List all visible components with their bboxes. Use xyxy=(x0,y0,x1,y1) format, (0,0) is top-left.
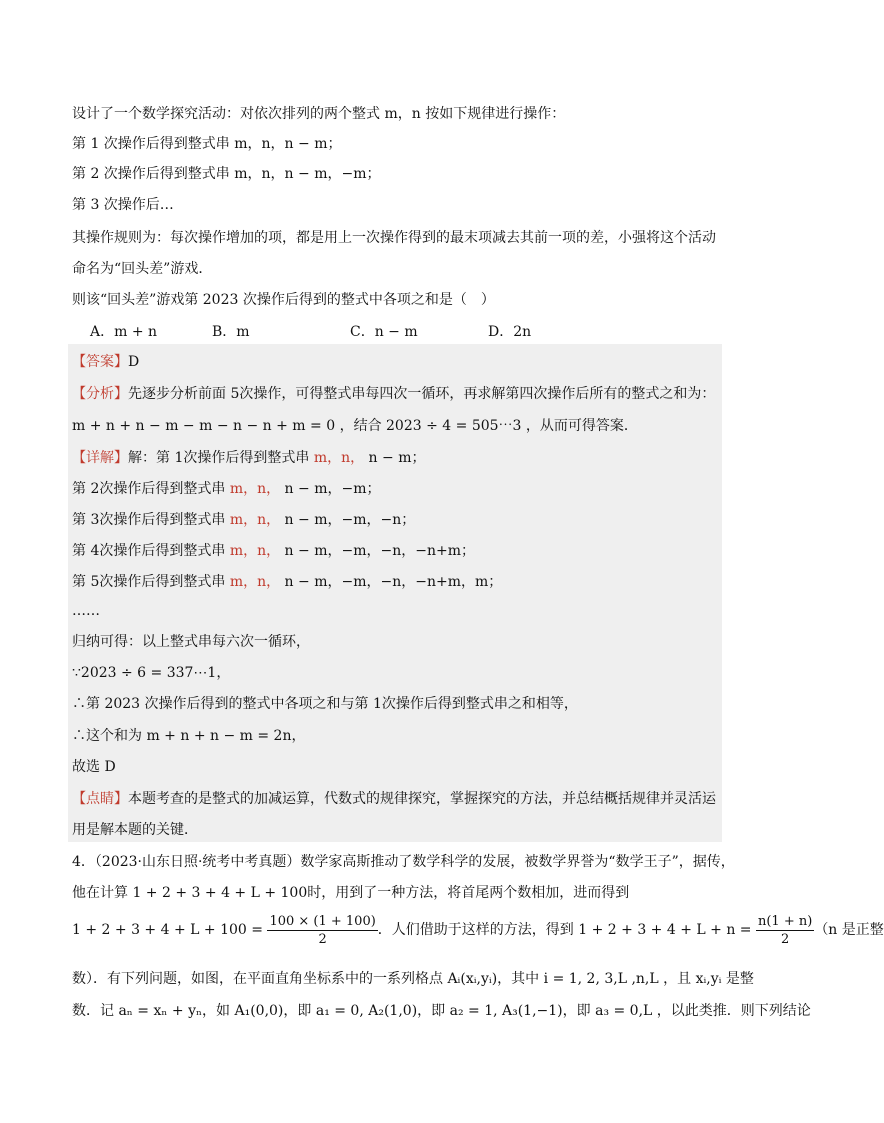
detail-text: n − m，−m，−n，−n+m； xyxy=(280,543,475,559)
detail-text: 第 2次操作后得到整式串 xyxy=(72,481,230,497)
q4-line-2: 他在计算 1 + 2 + 3 + 4 + L + 100时，用到了一种方法，将首尾两个数相加，进而得到 xyxy=(72,885,630,901)
detail-conclusion-5: 故选 D xyxy=(72,759,116,775)
comment-tag: 【点睛】 xyxy=(72,791,128,807)
q4-line-5: 数．记 aₙ = xₙ + yₙ，如 A₁(0,0)，即 a₁ = 0, A₂(1,0)，即 a₂ = 1, A₃(1,−1)，即 a₃ = 0,L ，以此类推．则下列结论 xyxy=(72,1003,811,1019)
detail-step-3 xyxy=(72,510,415,530)
comment-line-1 xyxy=(72,789,716,809)
detail-step-5 xyxy=(72,572,502,592)
detail-highlight: m，n， xyxy=(229,512,281,528)
answer-line xyxy=(72,352,139,372)
q4-sum-right: （n 是正整 xyxy=(814,922,884,938)
option-d: D．2n xyxy=(488,324,532,340)
detail-conclusion-3: ∴第 2023 次操作后得到的整式中各项之和与第 1次操作后得到整式串之和相等， xyxy=(72,696,578,712)
detail-text: n − m，−m； xyxy=(280,481,381,497)
analysis-line-2: m + n + n − m − m − n − n + m = 0 ，结合 2023 ÷ 4 = 505⋯3 ，从而可得答案． xyxy=(72,418,638,434)
detail-conclusion-4: ∴这个和为 m + n + n − m = 2n， xyxy=(72,728,306,744)
fraction-numerator: n(1 + n) xyxy=(757,913,813,929)
detail-highlight: m，n， xyxy=(229,543,281,559)
detail-tag: 【详解】 xyxy=(72,450,128,466)
detail-ellipsis: …… xyxy=(72,603,100,619)
detail-text: n − m； xyxy=(364,450,426,466)
answer-tag: 【答案】 xyxy=(72,354,128,370)
detail-text: n − m，−m，−n； xyxy=(280,512,416,528)
detail-line-1 xyxy=(72,448,425,468)
intro-line-6: 命名为“回头差”游戏． xyxy=(72,261,213,277)
question-stem: 则该“回头差”游戏第 2023 次操作后得到的整式中各项之和是（ ） xyxy=(72,292,495,308)
q4-sum-middle: ．人们借助于这样的方法，得到 1 + 2 + 3 + 4 + L + n = xyxy=(377,922,752,938)
comment-text-1: 本题考查的是整式的加减运算，代数式的规律探究，掌握探究的方法，并总结概括规律并灵活运 xyxy=(128,791,716,807)
option-b: B．m xyxy=(212,324,250,340)
q4-line-4: 数）．有下列问题，如图，在平面直角坐标系中的一系列格点 Aᵢ(xᵢ,yᵢ)，其中 i = 1, 2, 3,L ,n,L ，且 xᵢ,yᵢ 是整 xyxy=(72,971,754,987)
analysis-text-1: 先逐步分析前面 5次操作，可得整式串每四次一循环，再求解第四次操作后所有的整式之和为： xyxy=(128,386,716,402)
detail-conclusion-2: ∵2023 ÷ 6 = 337⋯1， xyxy=(72,665,231,681)
fraction-denominator: 2 xyxy=(781,931,790,947)
fraction-n xyxy=(756,913,814,948)
detail-highlight: m，n， xyxy=(313,450,365,466)
detail-conclusion-1: 归纳可得：以上整式串每六次一循环， xyxy=(72,634,310,650)
comment-line-2: 用是解本题的关键． xyxy=(72,822,198,838)
detail-step-4 xyxy=(72,541,475,561)
detail-step-2 xyxy=(72,479,381,499)
analysis-line-1 xyxy=(72,384,715,404)
q4-line-1: 4．（2023·山东日照·统考中考真题）数学家高斯推动了数学科学的发展，被数学界誉为“数学王子”，据传， xyxy=(72,854,735,870)
answer-value: D xyxy=(128,354,140,370)
fraction-100 xyxy=(267,913,377,948)
detail-highlight: m，n， xyxy=(229,481,281,497)
fraction-numerator: 100 × (1 + 100) xyxy=(269,913,376,929)
fraction-denominator: 2 xyxy=(318,931,327,947)
analysis-tag: 【分析】 xyxy=(72,386,128,402)
detail-text: 第 4次操作后得到整式串 xyxy=(72,543,230,559)
detail-highlight: m，n， xyxy=(229,574,281,590)
detail-text: 第 5次操作后得到整式串 xyxy=(72,574,230,590)
detail-text: n − m，−m，−n，−n+m，m； xyxy=(280,574,503,590)
intro-line-4: 第 3 次操作后… xyxy=(72,197,174,213)
option-a: A．m + n xyxy=(90,324,158,340)
detail-text: 解：第 1次操作后得到整式串 xyxy=(128,450,314,466)
intro-line-3: 第 2 次操作后得到整式串 m，n，n − m，−m； xyxy=(72,166,381,182)
intro-line-5: 其操作规则为：每次操作增加的项，都是用上一次操作得到的最末项减去其前一项的差，小强将这个活动 xyxy=(72,230,716,246)
q4-sum-left: 1 + 2 + 3 + 4 + L + 100 = xyxy=(72,922,263,938)
intro-line-1: 设计了一个数学探究活动：对依次排列的两个整式 m，n 按如下规律进行操作： xyxy=(72,106,566,122)
detail-text: 第 3次操作后得到整式串 xyxy=(72,512,230,528)
intro-line-2: 第 1 次操作后得到整式串 m，n，n − m； xyxy=(72,136,342,152)
option-c: C．n − m xyxy=(350,324,418,340)
q4-line-3 xyxy=(72,912,884,948)
